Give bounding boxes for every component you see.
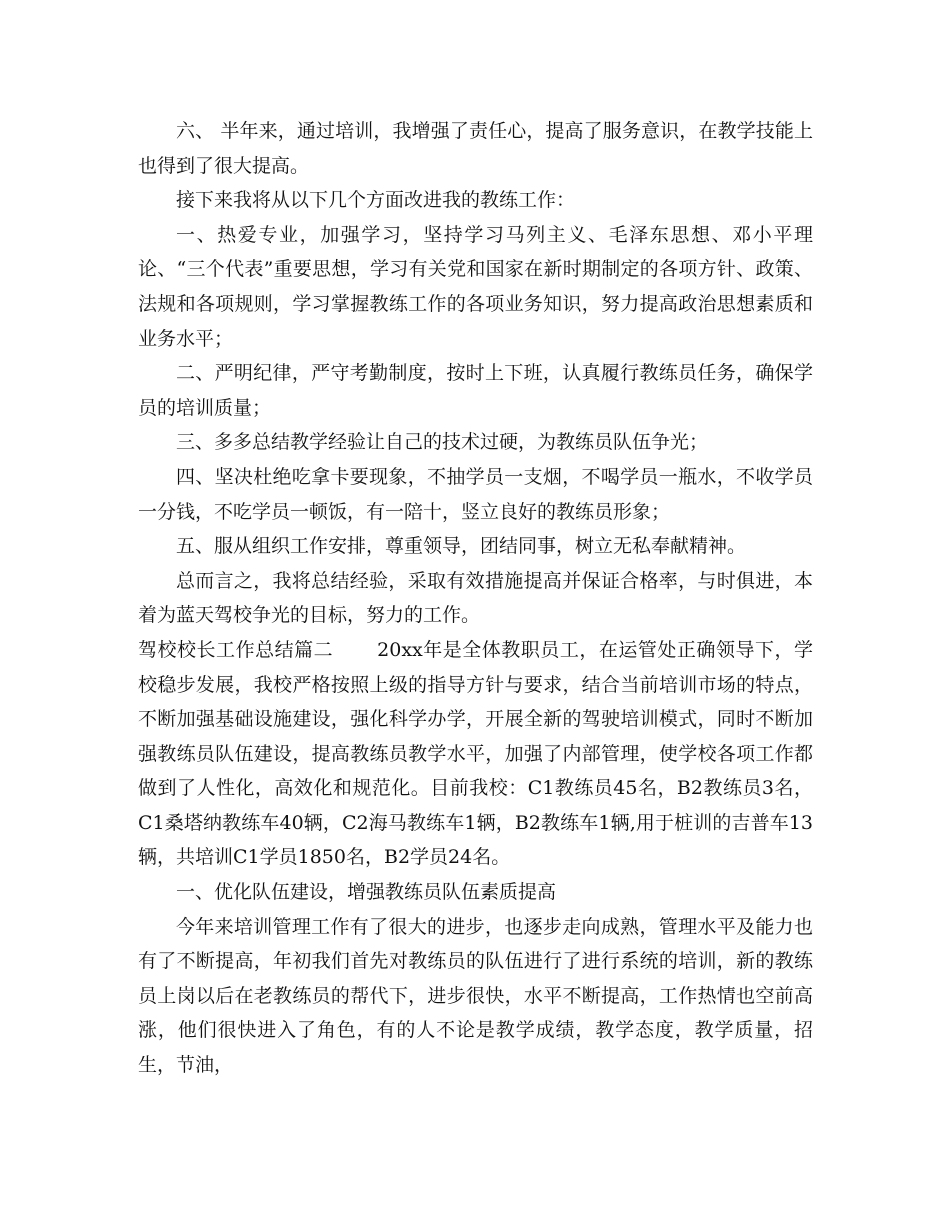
paragraph-improvement-one: 一、热爱专业，加强学习，坚持学习马列主义、毛泽东思想、邓小平理论、“三个代表”重要思想，学习有关党和国家在新时期制定的各项方针、政策、法规和各项规则，学习掌握教练工作的各项业务知识，努力提高政治思想素质和业务水平； (138, 223, 813, 350)
paragraph-improvement-five: 五、服从组织工作安排，尊重领导，团结同事，树立无私奉献精神。 (176, 535, 747, 558)
section-heading: 驾校校长工作总结篇二 (138, 638, 334, 661)
paragraph-summary-point-six: 六、 半年来，通过培训，我增强了责任心，提高了服务意识，在教学技能上也得到了很大提高。 (138, 120, 813, 177)
paragraph-improvement-three: 三、多多总结教学经验让自己的技术过硬，为教练员队伍争光； (176, 431, 709, 454)
paragraph-improvement-two: 二、严明纪律，严守考勤制度，按时上下班，认真履行教练员任务，确保学员的培训质量； (138, 362, 813, 419)
paragraph-optimize-team: 一、优化队伍建设，增强教练员队伍素质提高 (176, 881, 557, 904)
section-intro-text: 20xx年是全体教职员工，在运管处正确领导下，学校稳步发展，我校严格按照上级的指导方针与要求，结合当前培训市场的特点，不断加强基础设施建设，强化科学办学，开展全新的驾驶培训模式，同时不断加强教练员队伍建设，提高教练员教学水平，加强了内部管理，使学校各项工作都做到了人性化，高效化和规范化。目前我校：C1教练员45名，B2教练员3名，C1桑塔纳教练车40辆，C2海马教练车1辆，B2教练车1辆,用于桩训的吉普车13辆，共培训C1学员1850名，B2学员24名。 (138, 638, 813, 869)
paragraph-training-progress: 今年来培训管理工作有了很大的进步，也逐步走向成熟，管理水平及能力也有了不断提高，年初我们首先对教练员的队伍进行了进行系统的培训，新的教练员上岗以后在老教练员的帮代下，进步很快，水平不断提高，工作热情也空前高涨，他们很快进入了角色，有的人不论是教学成绩，教学态度，教学质量，招生，节油， (138, 915, 813, 1077)
document-page (138, 114, 813, 1083)
section-two-paragraph (138, 633, 813, 875)
paragraph-improvement-four: 四、坚决杜绝吃拿卡要现象，不抽学员一支烟，不喝学员一瓶水，不收学员一分钱，不吃学员一顿饭，有一陪十，竖立良好的教练员形象； (138, 465, 813, 523)
paragraph-conclusion: 总而言之，我将总结经验，采取有效措施提高并保证合格率，与时俱进，本着为蓝天驾校争光的目标，努力的工作。 (138, 569, 813, 627)
paragraph-improvement-intro: 接下来我将从以下几个方面改进我的教练工作： (176, 189, 576, 212)
